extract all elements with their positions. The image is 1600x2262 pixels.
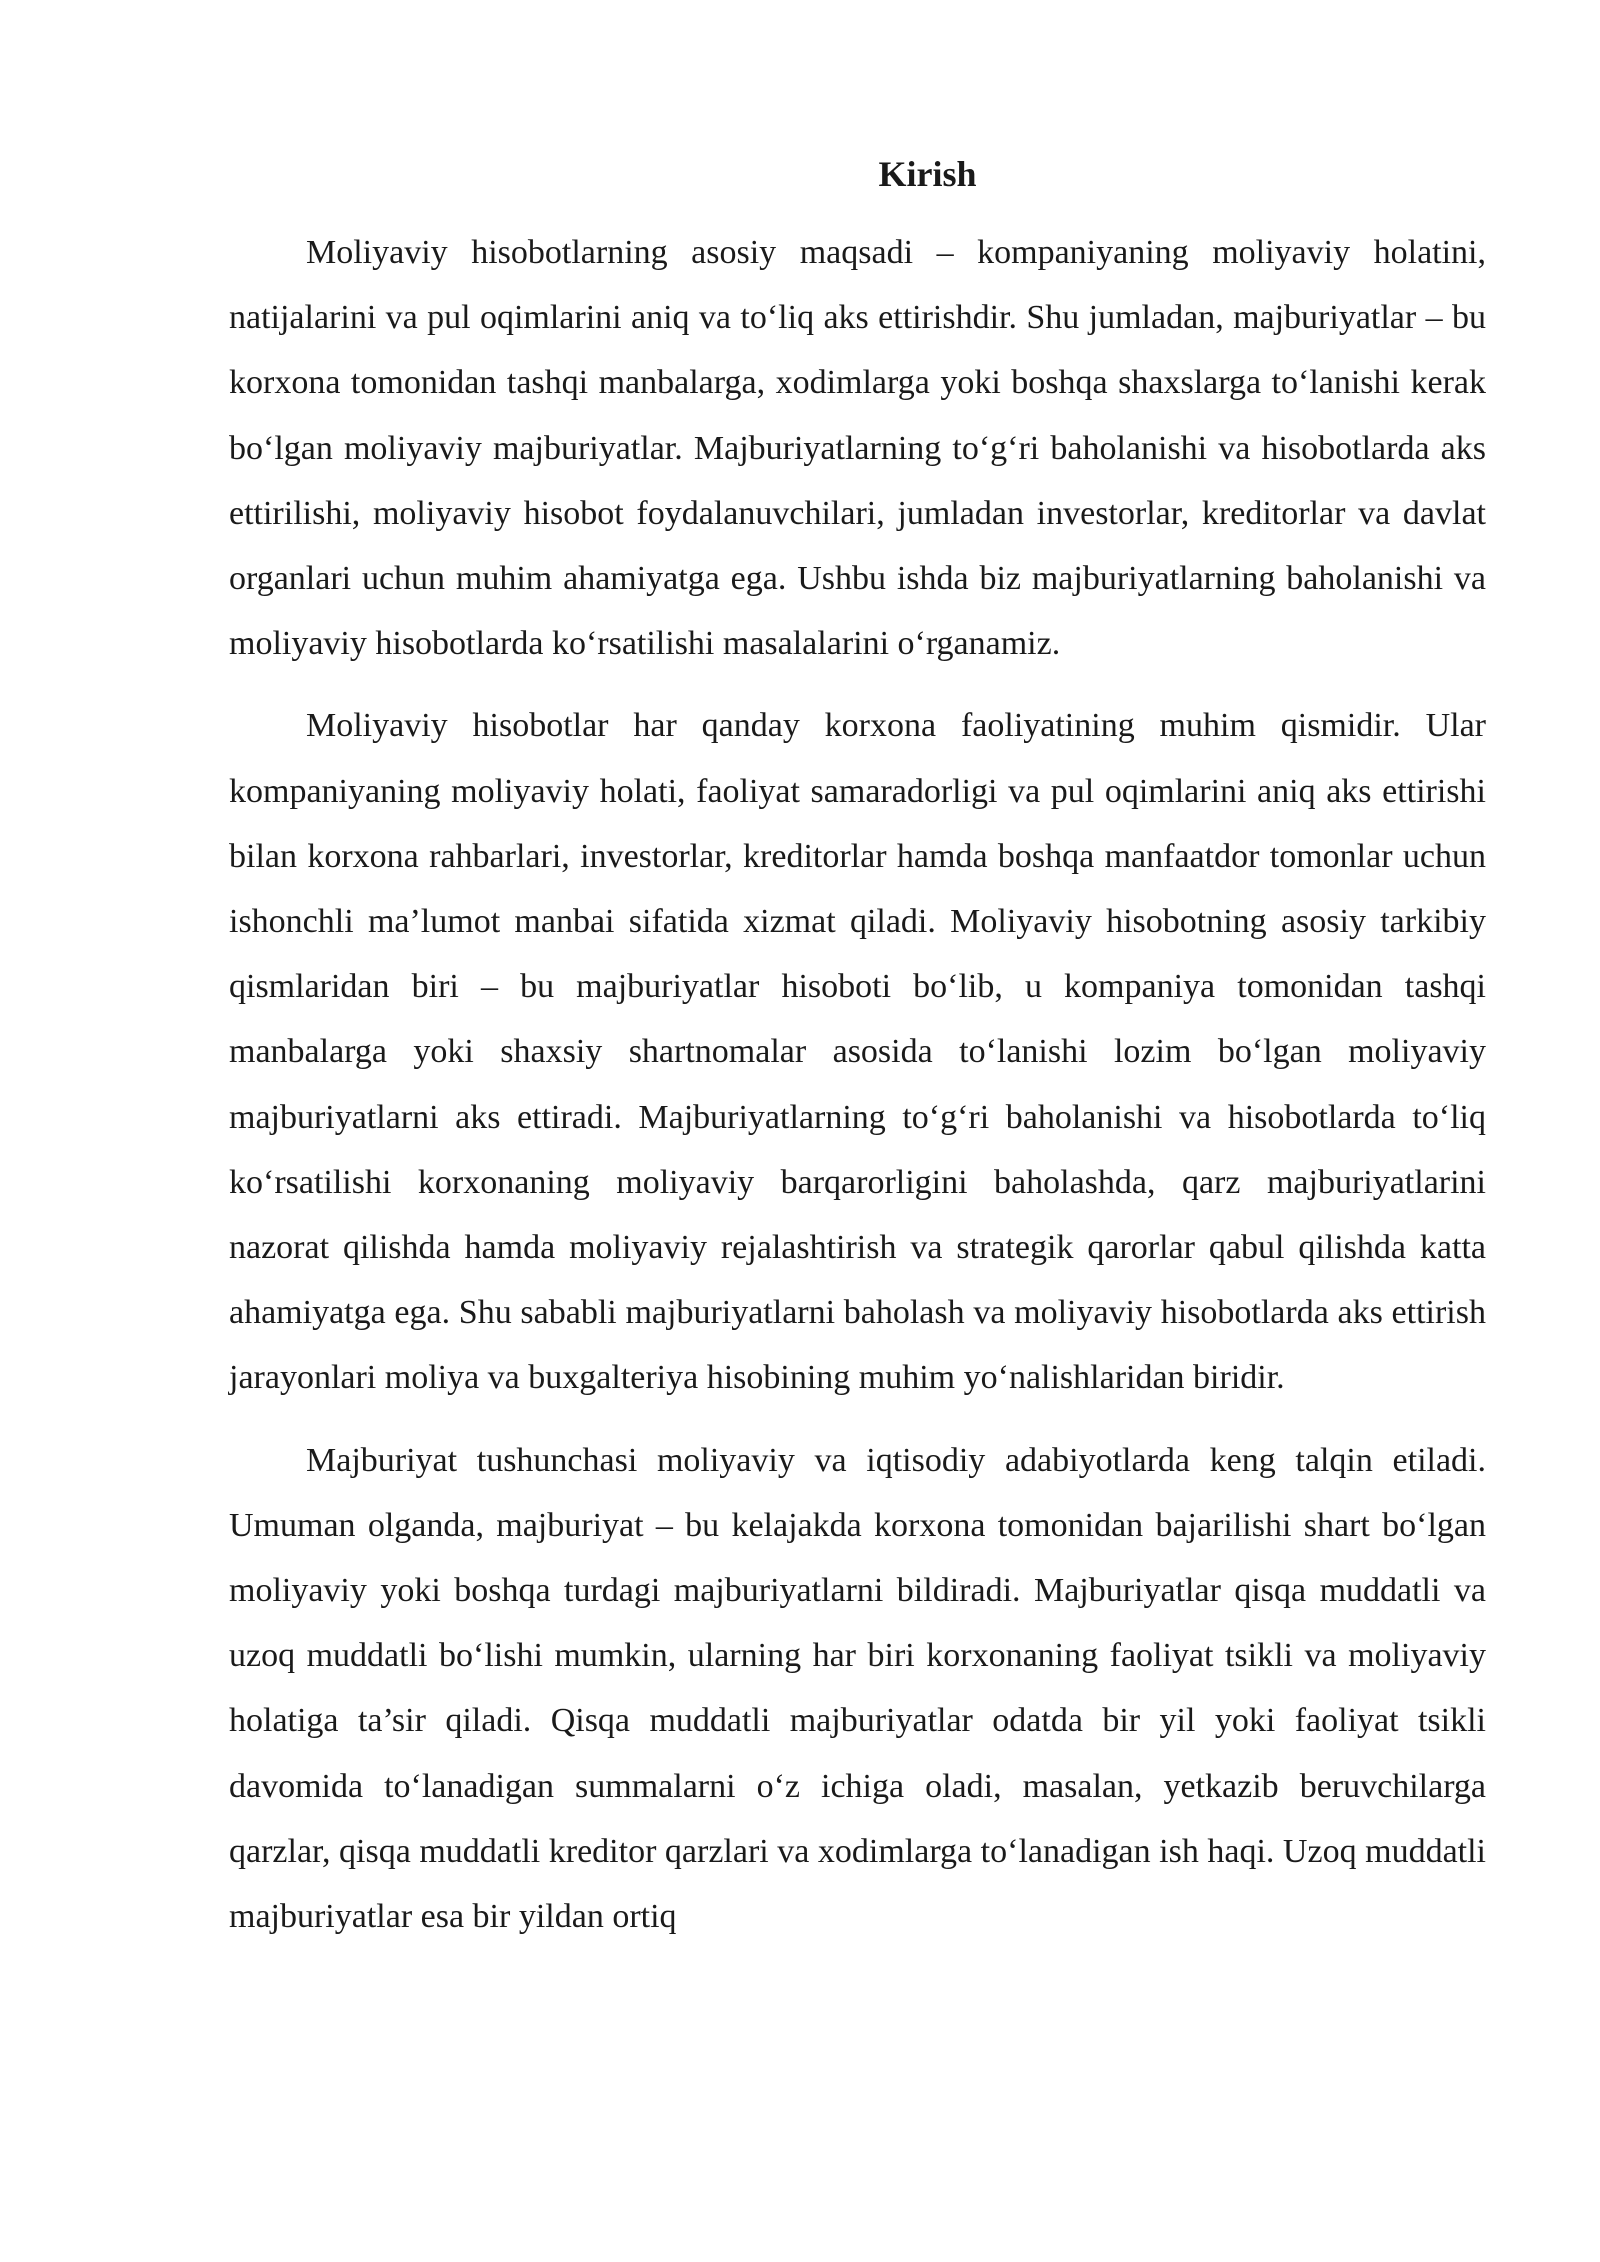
paragraph-1: Moliyaviy hisobotlarning asosiy maqsadi – kompaniyaning moliyaviy holatini, natijalarini va pul oqimlarini aniq va to‘liq aks ettirishdir. Shu jumladan, majburiyatlar – bu korxona tomonidan tashqi manbalarga, xodimlarga yoki boshqa shaxslarga to‘lanishi kerak bo‘lgan moliyaviy majburiyatlar. Majburiyatlarning to‘g‘ri baholanishi va hisobotlarda aks ettirilishi, moliyaviy hisobot foydalanuvchilari, jumladan investorlar, kreditorlar va davlat organlari uchun muhim ahamiyatga ega. Ushbu ishda biz majburiyatlarning baholanishi va moliyaviy hisobotlarda ko‘rsatilishi masalalarini o‘rganamiz. [229,234,1486,663]
page-title: Kirish [878,154,977,194]
paragraph-3: Majburiyat tushunchasi moliyaviy va iqtisodiy adabiyotlarda keng talqin etiladi. Umuman olganda, majburiyat – bu kelajakda korxona tomonidan bajarilishi shart bo‘lgan moliyaviy yoki boshqa turdagi majburiyatlarni bildiradi. Majburiyatlar qisqa muddatli va uzoq muddatli bo‘lishi mumkin, ularning har biri korxonaning faoliyat tsikli va moliyaviy holatiga ta’sir qiladi. Qisqa muddatli majburiyatlar odatda bir yil yoki faoliyat tsikli davomida to‘lanadigan summalarni o‘z ichiga oladi, masalan, yetkazib beruvchilarga qarzlar, qisqa muddatli kreditor qarzlari va xodimlarga to‘lanadigan ish haqi. Uzoq muddatli majburiyatlar esa bir yildan ortiq [229,1441,1486,1936]
paragraph-2: Moliyaviy hisobotlar har qanday korxona faoliyatining muhim qismidir. Ular kompaniyaning moliyaviy holati, faoliyat samaradorligi va pul oqimlarini aniq aks ettirishi bilan korxona rahbarlari, investorlar, kreditorlar hamda boshqa manfaatdor tomonlar uchun ishonchli ma’lumot manbai sifatida xizmat qiladi. Moliyaviy hisobotning asosiy tarkibiy qismlaridan biri – bu majburiyatlar hisoboti bo‘lib, u kompaniya tomonidan tashqi manbalarga yoki shaxsiy shartnomalar asosida to‘lanishi lozim bo‘lgan moliyaviy majburiyatlarni aks ettiradi. Majburiyatlarning to‘g‘ri baholanishi va hisobotlarda to‘liq ko‘rsatilishi korxonaning moliyaviy barqarorligini baholashda, qarz majburiyatlarini nazorat qilishda hamda moliyaviy rejalashtirish va strategik qarorlar qabul qilishda katta ahamiyatga ega. Shu sababli majburiyatlarni baholash va moliyaviy hisobotlarda aks ettirish jarayonlari moliya va buxgalteriya hisobining muhim yo‘nalishlaridan biridir. [229,707,1486,1397]
document-body [229,150,1486,1966]
